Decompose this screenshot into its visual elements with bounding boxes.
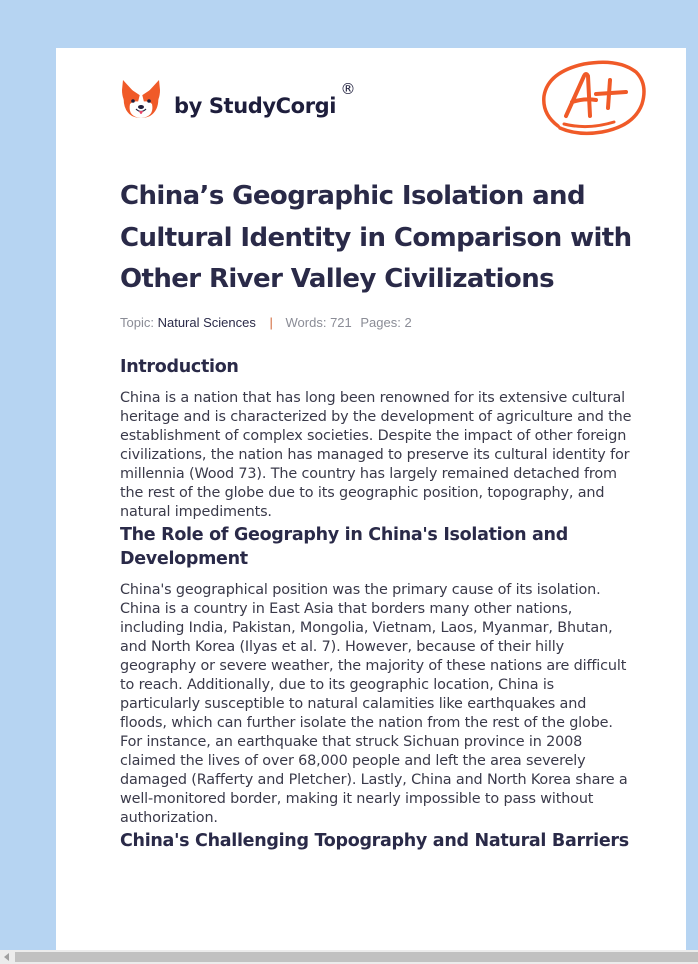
section-heading-introduction: Introduction bbox=[120, 356, 239, 377]
document-title: China’s Geographic Isolation and Cultural Identity in Comparison with Other River Valley Civilizations bbox=[120, 181, 632, 294]
section-body-geography-role: China's geographical position was the primary cause of its isolation. China is a country in East Asia that borders many other nations, including India, Pakistan, Mongolia, Vietnam, Laos, Myanmar, Bhutan, and North Korea (Ilyas et al. 7). However, because of their hilly geography or severe weather, the majority of these nations are difficult to reach. Additionally, due to its geographic location, China is particularly susceptible to natural calamities like earthquakes and floods, which can further isolate the nation from the rest of the globe. For instance, an earthquake that struck Sichuan province in 2008 claimed the lives of over 68,000 people and left the area severely damaged (Rafferty and Pletcher). Lastly, China and North Korea share a well-monitored border, making it nearly impossible to pass without authorization. bbox=[120, 581, 628, 826]
studycorgi-logo[interactable] bbox=[120, 76, 356, 122]
horizontal-scrollbar[interactable] bbox=[0, 950, 698, 964]
page-header bbox=[56, 48, 686, 158]
scrollbar-thumb[interactable] bbox=[15, 952, 698, 962]
brand-name: by StudyCorgi ® bbox=[174, 80, 356, 118]
word-count: Words: 721 bbox=[285, 314, 352, 330]
corgi-logo-icon bbox=[120, 76, 162, 122]
section-body-introduction: China is a nation that has long been renowned for its extensive cultural heritage and is characterized by the development of agriculture and the establishment of complex societies. Despite the impact of other foreign civilizations, the nation has managed to preserve its cultural identity for millennia (Wood 73). The country has largely remained detached from the rest of the globe due to its geographic position, topography, and natural impediments. bbox=[120, 389, 632, 520]
document-meta bbox=[120, 315, 636, 330]
page-count: Pages: 2 bbox=[360, 314, 412, 330]
topic-label: Topic: bbox=[120, 314, 154, 330]
scroll-left-button[interactable] bbox=[2, 952, 12, 962]
a-plus-grade-icon bbox=[538, 58, 648, 140]
meta-separator: | bbox=[269, 314, 273, 330]
document-page bbox=[56, 48, 686, 950]
topic-link[interactable]: Natural Sciences bbox=[157, 314, 256, 330]
scroll-left-arrow-icon bbox=[4, 953, 10, 961]
registered-mark: ® bbox=[340, 80, 356, 98]
document-content bbox=[120, 176, 636, 853]
section-heading-geography-role: The Role of Geography in China's Isolation and Development bbox=[120, 524, 568, 569]
section-heading-topography: China's Challenging Topography and Natural Barriers bbox=[120, 830, 629, 851]
